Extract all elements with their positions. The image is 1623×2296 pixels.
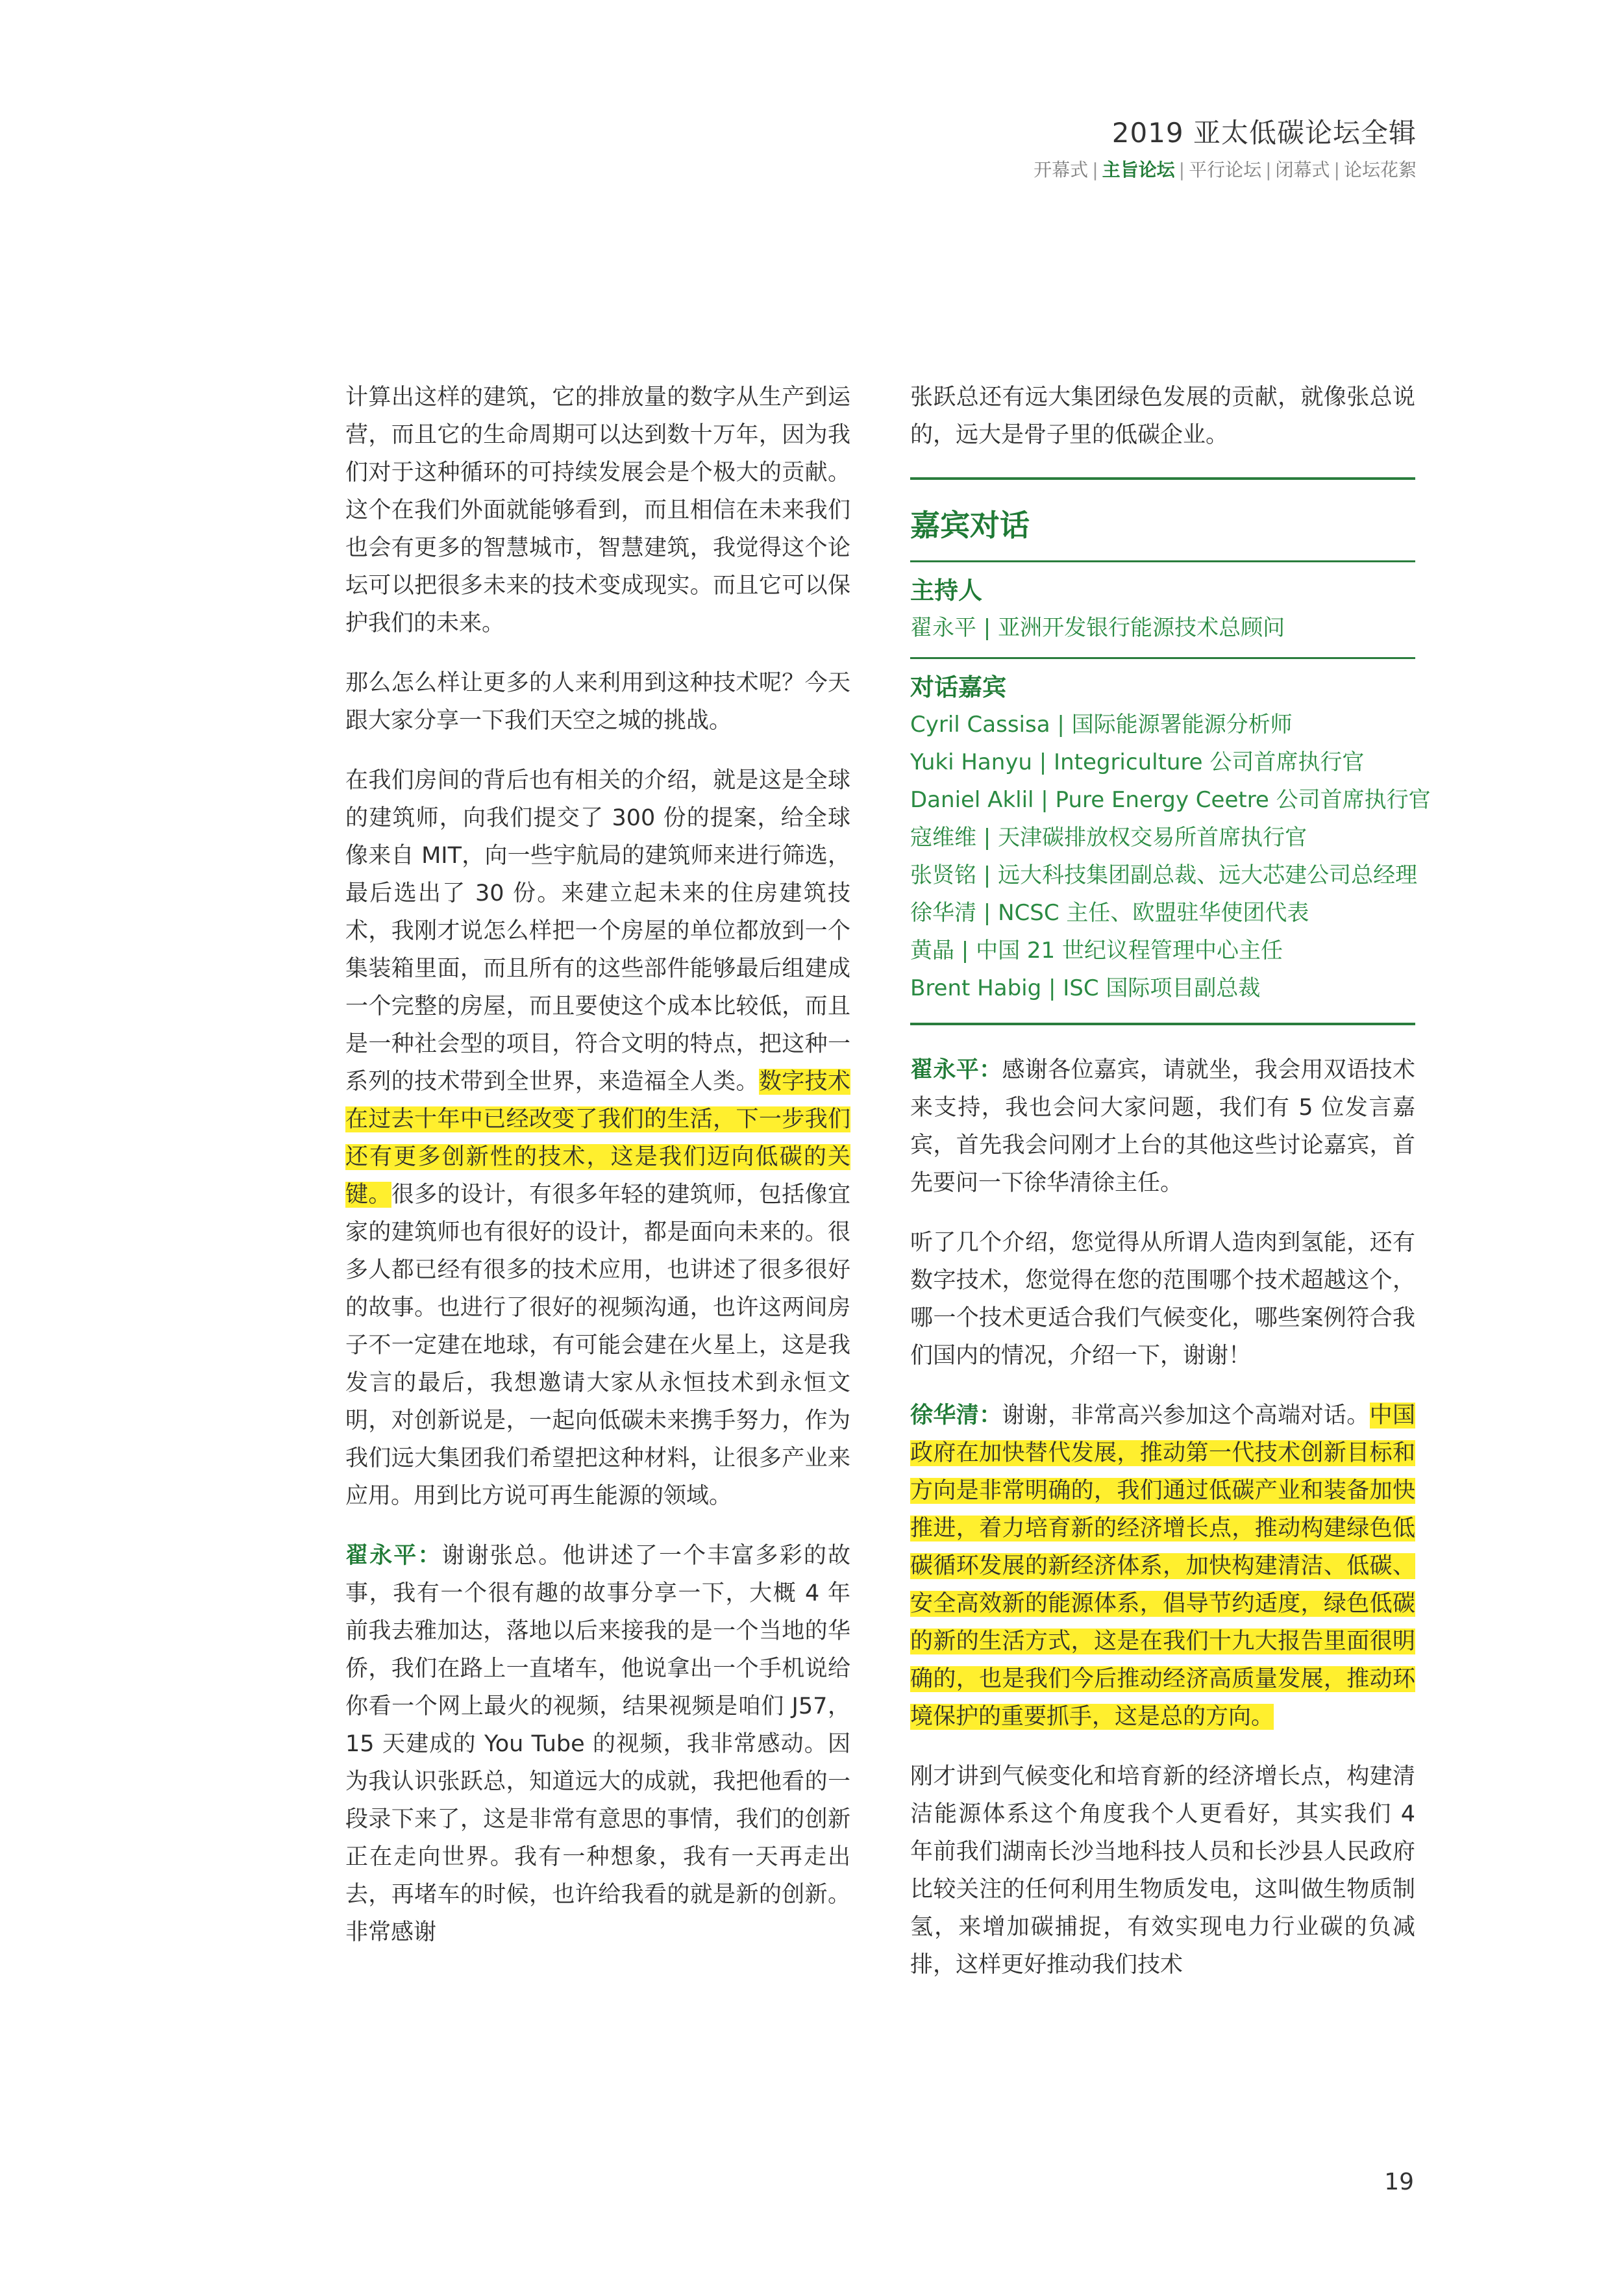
- divider: [910, 1023, 1415, 1025]
- nav-item-keynote[interactable]: 主旨论坛: [1102, 159, 1175, 181]
- paragraph: 计算出这样的建筑，它的排放量的数字从生产到运营，而且它的生命周期可以达到数十万年，因为我们对于这种循环的可持续发展会是个极大的贡献。这个在我们外面就能够看到，而且相信在未来我们也会有更多的智慧城市，智慧建筑，我觉得这个论坛可以把很多未来的技术变成现实。而且它可以保护我们的未来。: [345, 384, 850, 636]
- divider: [910, 560, 1415, 562]
- guests-block: [910, 669, 1431, 1007]
- right-column: [910, 379, 1431, 2006]
- paragraph: 张跃总还有远大集团绿色发展的贡献，就像张总说的，远大是骨子里的低碳企业。: [910, 384, 1415, 448]
- paragraph: [910, 1051, 1415, 1202]
- paragraph-text: 谢谢张总。他讲述了一个丰富多彩的故事，我有一个很有趣的故事分享一下，大概 4 年前我去雅加达，落地以后来接我的是一个当地的华侨，我们在路上一直堵车，他说拿出一个手机说给你看一个网上最火的视频，结果视频是咱们 J57，15 天建成的 You Tube 的视频，我非常感动。因为我认识张跃总，知道远大的成就，我把他看的一段录下来了，这是非常有意思的事情，我们的创新正在走向世界。我有一种想象，我有一天再走出去，再堵车的时候，也许给我看的就是新的创新。非常感谢: [345, 1543, 850, 1945]
- guest-line: Cyril Cassisa | 国际能源署能源分析师: [910, 712, 1293, 738]
- speaker-name: 翟永平：: [345, 1543, 442, 1569]
- nav-separator: |: [1333, 159, 1340, 181]
- guest-line: Daniel Aklil | Pure Energy Ceetre 公司首席执行官: [910, 787, 1431, 813]
- guest-line: 张贤铭 | 远大科技集团副总裁、远大芯建公司总经理: [910, 862, 1418, 888]
- guest-line: 徐华清 | NCSC 主任、欧盟驻华使团代表: [910, 900, 1309, 926]
- guest-line: 寇维维 | 天津碳排放权交易所首席执行官: [910, 825, 1307, 851]
- divider: [910, 477, 1415, 480]
- host-block: [910, 573, 1415, 647]
- speaker-name: 徐华清：: [910, 1403, 1002, 1429]
- paragraph: 刚才讲到气候变化和培育新的经济增长点，构建清洁能源体系这个角度我个人更看好，其实我们 4 年前我们湖南长沙当地科技人员和长沙县人民政府比较关注的任何利用生物质发电，这叫做生物质制氢，来增加碳捕捉，有效实现电力行业碳的负减排，这样更好推动我们技术: [910, 1764, 1415, 1978]
- highlighted-text: 数字技术在过去十年中已经改变了我们的生活，下一步我们还有更多创新性的技术，这是我们迈向低碳的关键。: [345, 1069, 850, 1208]
- paragraph-text: 感谢各位嘉宾，请就坐，我会用双语技术来支持，我也会问大家问题，我们有 5 位发言嘉宾，首先我会问刚才上台的其他这些讨论嘉宾，首先要问一下徐华清徐主任。: [910, 1057, 1415, 1196]
- section-nav: [1034, 156, 1417, 182]
- nav-item-highlights[interactable]: 论坛花絮: [1343, 159, 1417, 181]
- divider: [910, 657, 1415, 659]
- paragraph: [910, 1397, 1415, 1736]
- nav-item-closing[interactable]: 闭幕式: [1275, 159, 1330, 181]
- paragraph: 那么怎么样让更多的人来利用到这种技术呢？今天跟大家分享一下我们天空之城的挑战。: [345, 670, 850, 734]
- nav-separator: |: [1265, 159, 1272, 181]
- guest-line: 黄晶 | 中国 21 世纪议程管理中心主任: [910, 938, 1283, 964]
- publication-title: 2019 亚太低碳论坛全辑: [1111, 117, 1417, 149]
- guest-line: Brent Habig | ISC 国际项目副总裁: [910, 975, 1261, 1001]
- paragraph-text: 谢谢，非常高兴参加这个高端对话。: [1002, 1403, 1370, 1429]
- host-heading: 主持人: [910, 577, 982, 605]
- nav-item-opening[interactable]: 开幕式: [1034, 159, 1089, 181]
- page-number: 19: [1384, 2169, 1414, 2195]
- nav-item-parallel[interactable]: 平行论坛: [1189, 159, 1262, 181]
- nav-separator: |: [1178, 159, 1185, 181]
- paragraph-text: 很多的设计，有很多年轻的建筑师，包括像宜家的建筑师也有很好的设计，都是面向未来的。很多人都已经有很多的技术应用，也讲述了很多很好的故事。也进行了很好的视频沟通，也许这两间房子不一定建在地球，有可能会建在火星上，这是我发言的最后，我想邀请大家从永恒技术到永恒文明，对创新说是，一起向低碳未来携手努力，作为我们远大集团我们希望把这种材料，让很多产业来应用。用到比方说可再生能源的领域。: [345, 1182, 850, 1509]
- paragraph: 听了几个介绍，您觉得从所谓人造肉到氢能，还有数字技术，您觉得在您的范围哪个技术超越这个，哪一个技术更适合我们气候变化，哪些案例符合我们国内的情况，介绍一下，谢谢！: [910, 1230, 1415, 1369]
- guests-heading: 对话嘉宾: [910, 673, 1006, 701]
- speaker-name: 翟永平：: [910, 1057, 1002, 1083]
- paragraph: [345, 762, 850, 1515]
- left-column: [345, 379, 850, 1973]
- highlighted-text: 中国政府在加快替代发展，推动第一代技术创新目标和方向是非常明确的，我们通过低碳产业和装备加快推进，着力培育新的经济增长点，推动构建绿色低碳循环发展的新经济体系，加快构建清洁、低碳、安全高效新的能源体系，倡导节约适度，绿色低碳的新的生活方式，这是在我们十九大报告里面很明确的，也是我们今后推动经济高质量发展，推动环境保护的重要抓手，这是总的方向。: [910, 1403, 1415, 1730]
- section-title: 嘉宾对话: [910, 508, 1030, 543]
- guest-line: Yuki Hanyu | Integriculture 公司首席执行官: [910, 749, 1365, 775]
- paragraph-text: 在我们房间的背后也有相关的介绍，就是这是全球的建筑师，向我们提交了 300 份的提案，给全球像来自 MIT，向一些宇航局的建筑师来进行筛选，最后选出了 30 份。来建立起未来的住房建筑技术，我刚才说怎么样把一个房屋的单位都放到一个集装箱里面，而且所有的这些部件能够最后组建成一个完整的房屋，而且要使这个成本比较低，而且是一种社会型的项目，符合文明的特点，把这种一系列的技术带到全世界，来造福全人类。: [345, 767, 850, 1095]
- host-line: 翟永平 | 亚洲开发银行能源技术总顾问: [910, 615, 1285, 641]
- paragraph: [345, 1537, 850, 1951]
- nav-separator: |: [1092, 159, 1098, 181]
